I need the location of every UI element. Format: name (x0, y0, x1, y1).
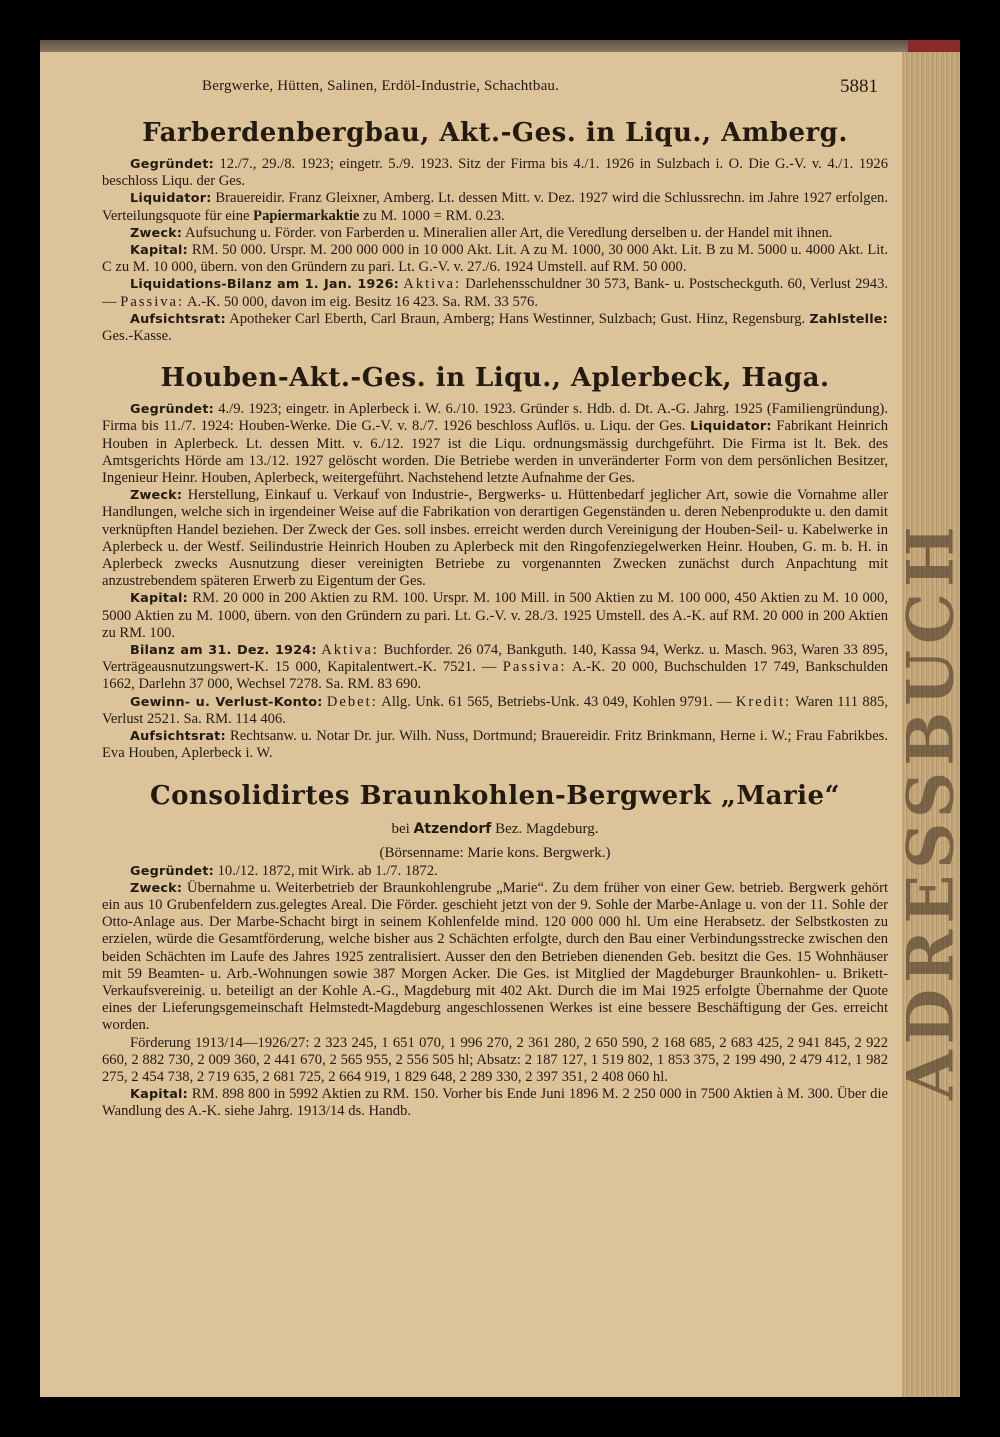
entry-bilanz (102, 642, 888, 694)
entry-kapital (102, 242, 888, 276)
label-debet: Debet: (326, 693, 378, 710)
label-passiva: Passiva: (120, 293, 185, 310)
entry-location (102, 819, 888, 839)
running-title: Bergwerke, Hütten, Salinen, Erdöl-Industrie, Schachtbau. (202, 78, 560, 94)
running-head (102, 76, 888, 100)
page-number: 5881 (840, 76, 878, 97)
entry-bilanz (102, 276, 888, 310)
entry-title: Houben-Akt.-Ges. in Liqu., Aplerbeck, Haga. (160, 363, 830, 394)
text-sub-bold: Atzendorf (413, 820, 492, 837)
text-liquidator: Brauereidir. Franz Gleixner, Amberg. Lt. dessen Mitt. v. Dez. 1927 wird die Schlussrechn. im Jahre 1927 erfolgen. Verteilungsquote für eine (102, 190, 888, 224)
text-aktiva: Darlehensschuldner 30 573, Bank- u. Postscheckguth. 60, Verlust 2943. — (102, 276, 889, 310)
entry-zweck (102, 225, 888, 242)
text-aufsichtsrat: Apotheker Carl Eberth, Carl Braun, Amberg; Hans Westinner, Sulzbach; Gust. Hinz, Regensburg. (229, 310, 806, 327)
text-liquidator-bold: Papiermarkaktie (253, 207, 360, 224)
entry-marie (102, 779, 888, 1121)
entry-gegruendet (102, 156, 888, 190)
entry-title: Farberdenbergbau, Akt.-Ges. in Liqu., Amberg. (142, 118, 848, 148)
entry-houben (102, 361, 888, 762)
text-aktiva: Buchforder. 26 074, Bankguth. 140, Kassa 94, Werkz. u. Masch. 963, Waren 33 895, Verträgeausnutzungswert-K. 15 000, Kapitalentwert.-K. 7521. — (102, 642, 889, 676)
text-zweck: Übernahme u. Weiterbetrieb der Braunkohlengrube „Marie“. Zu dem früher von einer Gew. betrieb. Bergwerk gehört ein aus 10 Grubenfeldern zus.gelegtes Areal. Die Förder. geschieht jetzt von der 9. Sohle der Marbe-Anlage u. von der 11. Sohle der Otto-Anlage aus. Der Marbe-Schacht birgt in seinem Kohlenfelde mind. 120 000 000 hl. Um eine Herabsetz. der Selbstkosten zu erzielen, würde die Gesamtförderung, welche bisher aus 2 Schächten erfolgte, durch den Bau einer Verbindungsstrecke zwischen den beiden Schächten im Laufe des Jahres 1925 zentralisiert. Ausser den den Betrieben dienenden Geb. besitzt die Ges. 15 Wohnhäuser mit 59 Beamten- u. Arb.-Wohnungen sowie 387 Morgen Acker. Die Ges. ist Mitglied der Magdeburger Braunkohlen- u. Brikett-Verkaufsvereinig. u. beteiligt an der Kohle A.-G., Magdeburg mit 402 Akt. Durch die im Mai 1925 erfolgte Übernahme der Quote eines der Lieferungsgemeinschaft Helmstedt-Magdeburg angeschlossenen Werkes ist eine bessere Beschäftigung der Ges. erreicht worden. (102, 879, 888, 1034)
text-zweck: Herstellung, Einkauf u. Verkauf von Industrie-, Bergwerks- u. Hüttenbedarf jeglicher Art, sowie die Vornahme aller Handlungen, welche sich in irgendeiner Weise auf die Fabrikation von derartigen Gegenständen u. deren Nebenprodukte u. den damit verknüpften Handel beziehen. Der Zweck der Ges. soll insbes. erreicht werden durch Vereinigung der Houben-Seil- u. Kabelwerke in Aplerbeck u. der Westf. Seilindustrie Heinrich Houben zu Aplerbeck mit den Ringofenziegelwerken Heinr. Houben, G. m. b. H. in Aplerbeck zwecks Ausnutzung dieser vereinigten Betriebe zu vorgenannten Zwecken zunächst durch Anpachtung mit anzustrebendem späteren Erwerb zu Eigentum der Ges. (102, 487, 888, 590)
text-debet: Allg. Unk. 61 565, Betriebs-Unk. 43 049, Kohlen 9791. — (381, 693, 732, 710)
label-aufsichtsrat: Aufsichtsrat: (130, 729, 226, 745)
label-gegruendet: Gegründet: (130, 157, 214, 172)
text-liquidator-end: zu M. 1000 = RM. 0.23. (363, 207, 505, 224)
label-guv: Gewinn- u. Verlust-Konto: (130, 694, 323, 710)
entry-guv (102, 694, 888, 728)
entry-aufsichtsrat (102, 311, 888, 345)
page-top-edge (40, 40, 960, 52)
label-liquidator: Liquidator: (130, 191, 212, 207)
label-liquidator: Liquidator: (690, 419, 772, 435)
text-zweck: Aufsuchung u. Förder. von Farberden u. Mineralien aller Art, die Veredlung derselben u. der Handel mit ihnen. (185, 224, 833, 241)
label-aktiva: Aktiva: (403, 276, 462, 293)
label-zweck: Zweck: (130, 880, 183, 896)
entry-foerderung: Förderung 1913/14—1926/27: 2 323 245, 1 651 070, 1 996 270, 2 361 280, 2 650 590, 2 168 685, 2 683 425, 2 941 845, 2 922 660, 2 882 730, 2 009 360, 2 441 670, 2 565 955, 2 556 505 hl; Absatz: 2 187 127, 1 519 802, 1 853 375, 2 199 490, 2 479 412, 1 982 275, 2 454 738, 2 719 635, 2 681 725, 2 664 919, 1 829 648, 2 289 330, 2 397 351, 2 408 060 hl. (102, 1034, 888, 1085)
text-kapital: RM. 898 800 in 5992 Aktien zu RM. 150. Vorher bis Ende Juni 1896 M. 2 250 000 in 7500 Aktien à M. 300. Über die Wandlung des A.-K. siehe Jahrg. 1913/14 ds. Handb. (102, 1086, 888, 1120)
text-sub-prefix: bei (391, 820, 410, 837)
entry-liquidator (102, 190, 888, 224)
entry-farberdenbergbau (102, 116, 888, 345)
text-kapital: RM. 50 000. Urspr. M. 200 000 000 in 10 000 Akt. Lit. A zu M. 1000, 30 000 Akt. Lit. B zu M. 5000 u. 4000 Akt. Lit. C zu M. 10 000, übern. von den Gründern zu pari. Lt. G.-V. v. 27./6. 1924 Umstell. auf RM. 50 000. (102, 242, 888, 276)
entry-aufsichtsrat (102, 728, 888, 762)
page-content (102, 76, 888, 1121)
text-sub-suffix: Bez. Magdeburg. (495, 820, 599, 837)
scanned-page (40, 40, 969, 1397)
text-gegruendet: 10./12. 1872, mit Wirk. ab 1./7. 1872. (217, 862, 438, 879)
label-kapital: Kapital: (130, 243, 188, 259)
label-kapital: Kapital: (130, 1087, 188, 1103)
label-aktiva: Aktiva: (321, 642, 379, 659)
text-gegruendet: 12./7., 29./8. 1923; eingetr. 5./9. 1923. Sitz der Firma bis 4./1. 1926 in Sulzbach i. O. Die G.-V. v. 4./1. 1926 beschloss Liqu. der Ges. (102, 156, 889, 190)
label-bilanz: Bilanz am 31. Dez. 1924: (130, 643, 317, 659)
label-aufsichtsrat: Aufsichtsrat: (130, 311, 226, 327)
text-kredit: Waren 111 885, Verlust 2521. Sa. RM. 114 406. (102, 693, 888, 727)
text-passiva: A.-K. 50 000, davon im eig. Besitz 16 423. Sa. RM. 33 576. (186, 293, 538, 310)
text-passiva: A.-K. 20 000, Buchschulden 17 749, Bankschulden 1662, Darlehn 37 000, Wechsel 7278. Sa. RM. 83 690. (102, 659, 888, 693)
label-kredit: Kredit: (735, 693, 792, 710)
label-gegruendet: Gegründet: (130, 402, 214, 418)
text-gegruendet: 4./9. 1923; eingetr. in Aplerbeck i. W. 6./10. 1923. Gründer s. Hdb. d. Dt. A.-G. Jahrg. 1925 (Familiengründung). Firma bis 11./7. 1924: Houben-Werke. Die G.-V. v. 8./7. 1926 beschloss Auflös. u. Liqu. der Ges. (102, 401, 889, 435)
label-zweck: Zweck: (130, 225, 183, 241)
entry-zweck (102, 487, 888, 590)
label-kapital: Kapital: (130, 591, 188, 607)
entry-gegruendet (102, 401, 888, 487)
entry-kapital (102, 1086, 888, 1120)
spine-lettering: ADRESSBUCH (893, 520, 969, 1100)
label-bilanz: Liquidations-Bilanz am 1. Jan. 1926: (130, 277, 400, 293)
text-liquidator: Fabrikant Heinrich Houben in Aplerbeck. Lt. dessen Mitt. v. 6./12. 1927 ist die Liqu. ordnungsmässig durchgeführt. Die Firma ist lt. Bek. des Amtsgerichts Hörde am 13./12. 1927 gelöscht worden. Die Betriebe werden in unveränderter Form von dem persönlichen Besitzer, Ingenieur Heinr. Houben, Aplerbeck, weitergeführt. Nachstehend letzte Aufnahme der Ges. (102, 418, 888, 487)
label-gegruendet: Gegründet: (130, 863, 214, 879)
entry-gegruendet (102, 863, 888, 880)
text-kapital: RM. 20 000 in 200 Aktien zu RM. 100. Urspr. M. 100 Mill. in 500 Aktien zu M. 100 000, 450 Aktien zu M. 10 000, 5000 Aktien zu M. 1000, übern. von den Gründern zu pari. Lt. G.-V. v. 28./3. 1925 Umstell. des A.-K. auf RM. 20 000 in 200 Aktien zu RM. 100. (102, 590, 888, 641)
text-aufsichtsrat: Rechtsanw. u. Notar Dr. jur. Wilh. Nuss, Dortmund; Brauereidir. Fritz Brinkmann, Herne i. W.; Frau Fabrikbes. Eva Houben, Aplerbeck i. W. (102, 728, 888, 762)
label-passiva: Passiva: (502, 659, 567, 676)
entry-kapital (102, 590, 888, 642)
label-zahlstelle: Zahlstelle: (809, 311, 889, 327)
label-zweck: Zweck: (130, 488, 183, 504)
entry-title: Consolidirtes Braunkohlen-Bergwerk „Marie“ (149, 780, 841, 811)
text-zahlstelle: Ges.-Kasse. (102, 328, 172, 345)
entry-zweck (102, 880, 888, 1035)
entry-boersenname: (Börsenname: Marie kons. Bergwerk.) (379, 844, 611, 861)
